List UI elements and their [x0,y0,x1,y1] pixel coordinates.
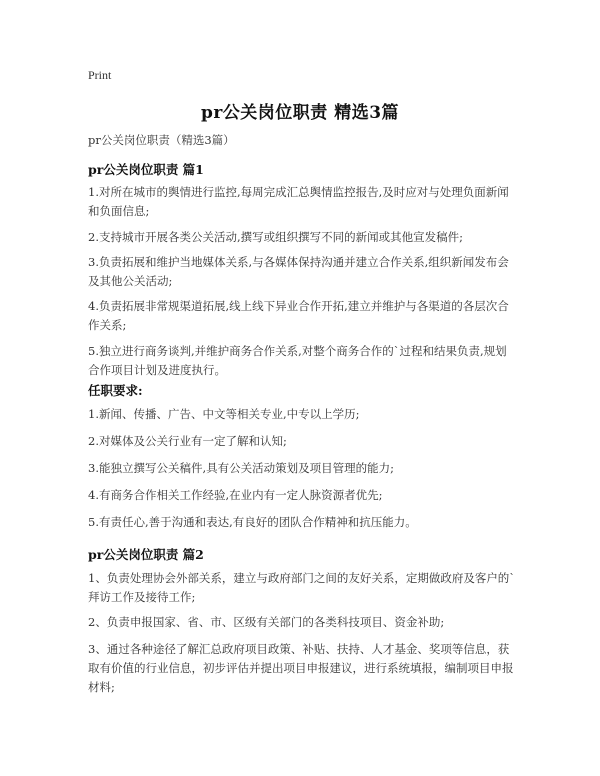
paragraph: 4.负责拓展非常规渠道拓展,线上线下异业合作开拓,建立并维护与各渠道的各层次合作关系; [88,299,509,332]
document-title: pr公关岗位职责 精选3篇 [200,103,400,123]
paragraph: 1、负责处理协会外部关系，建立与政府部门之间的友好关系，定期做政府及客户的`拜访工作及接待工作; [88,571,516,604]
print-label: Print [88,68,112,82]
paragraph: 5.独立进行商务谈判,并维护商务合作关系,对整个商务合作的`过程和结果负责,规划合作项目计划及进度执行。 [88,344,507,377]
section-heading-3: pr公关岗位职责 篇2 [88,547,204,562]
paragraph: 1.新闻、传播、广告、中文等相关专业,中专以上学历; [88,407,360,421]
paragraph: 3.负责拓展和维护当地媒体关系,与各媒体保持沟通并建立合作关系,组织新闻发布会及其他公关活动; [88,255,509,288]
paragraph: 4.有商务合作相关工作经验,在业内有一定人脉资源者优先; [88,488,383,502]
paragraph: 1.对所在城市的舆情进行监控,每周完成汇总舆情监控报告,及时应对与处理负面新闻和负面信息; [88,185,509,218]
section-heading-2: 任职要求: [88,383,143,398]
paragraph: 5.有责任心,善于沟通和表达,有良好的团队合作精神和抗压能力。 [88,515,417,529]
paragraph: 3.能独立撰写公关稿件,具有公关活动策划及项目管理的能力; [88,461,394,475]
section-heading-1: pr公关岗位职责 篇1 [88,162,204,177]
document-subtitle: pr公关岗位职责（精选3篇） [88,133,235,147]
paragraph: 2、负责申报国家、省、市、区级有关部门的各类科技项目、资金补助; [88,615,445,629]
paragraph: 2.对媒体及公关行业有一定了解和认知; [88,434,287,448]
paragraph: 3、通过各种途径了解汇总政府项目政策、补贴、扶持、人才基金、奖项等信息，获取有价值的行业信息，初步评估并提出项目申报建议，进行系统填报，编制项目申报材料; [88,642,514,694]
paragraph: 2.支持城市开展各类公关活动,撰写或组织撰写不同的新闻或其他宣发稿件; [88,230,463,244]
